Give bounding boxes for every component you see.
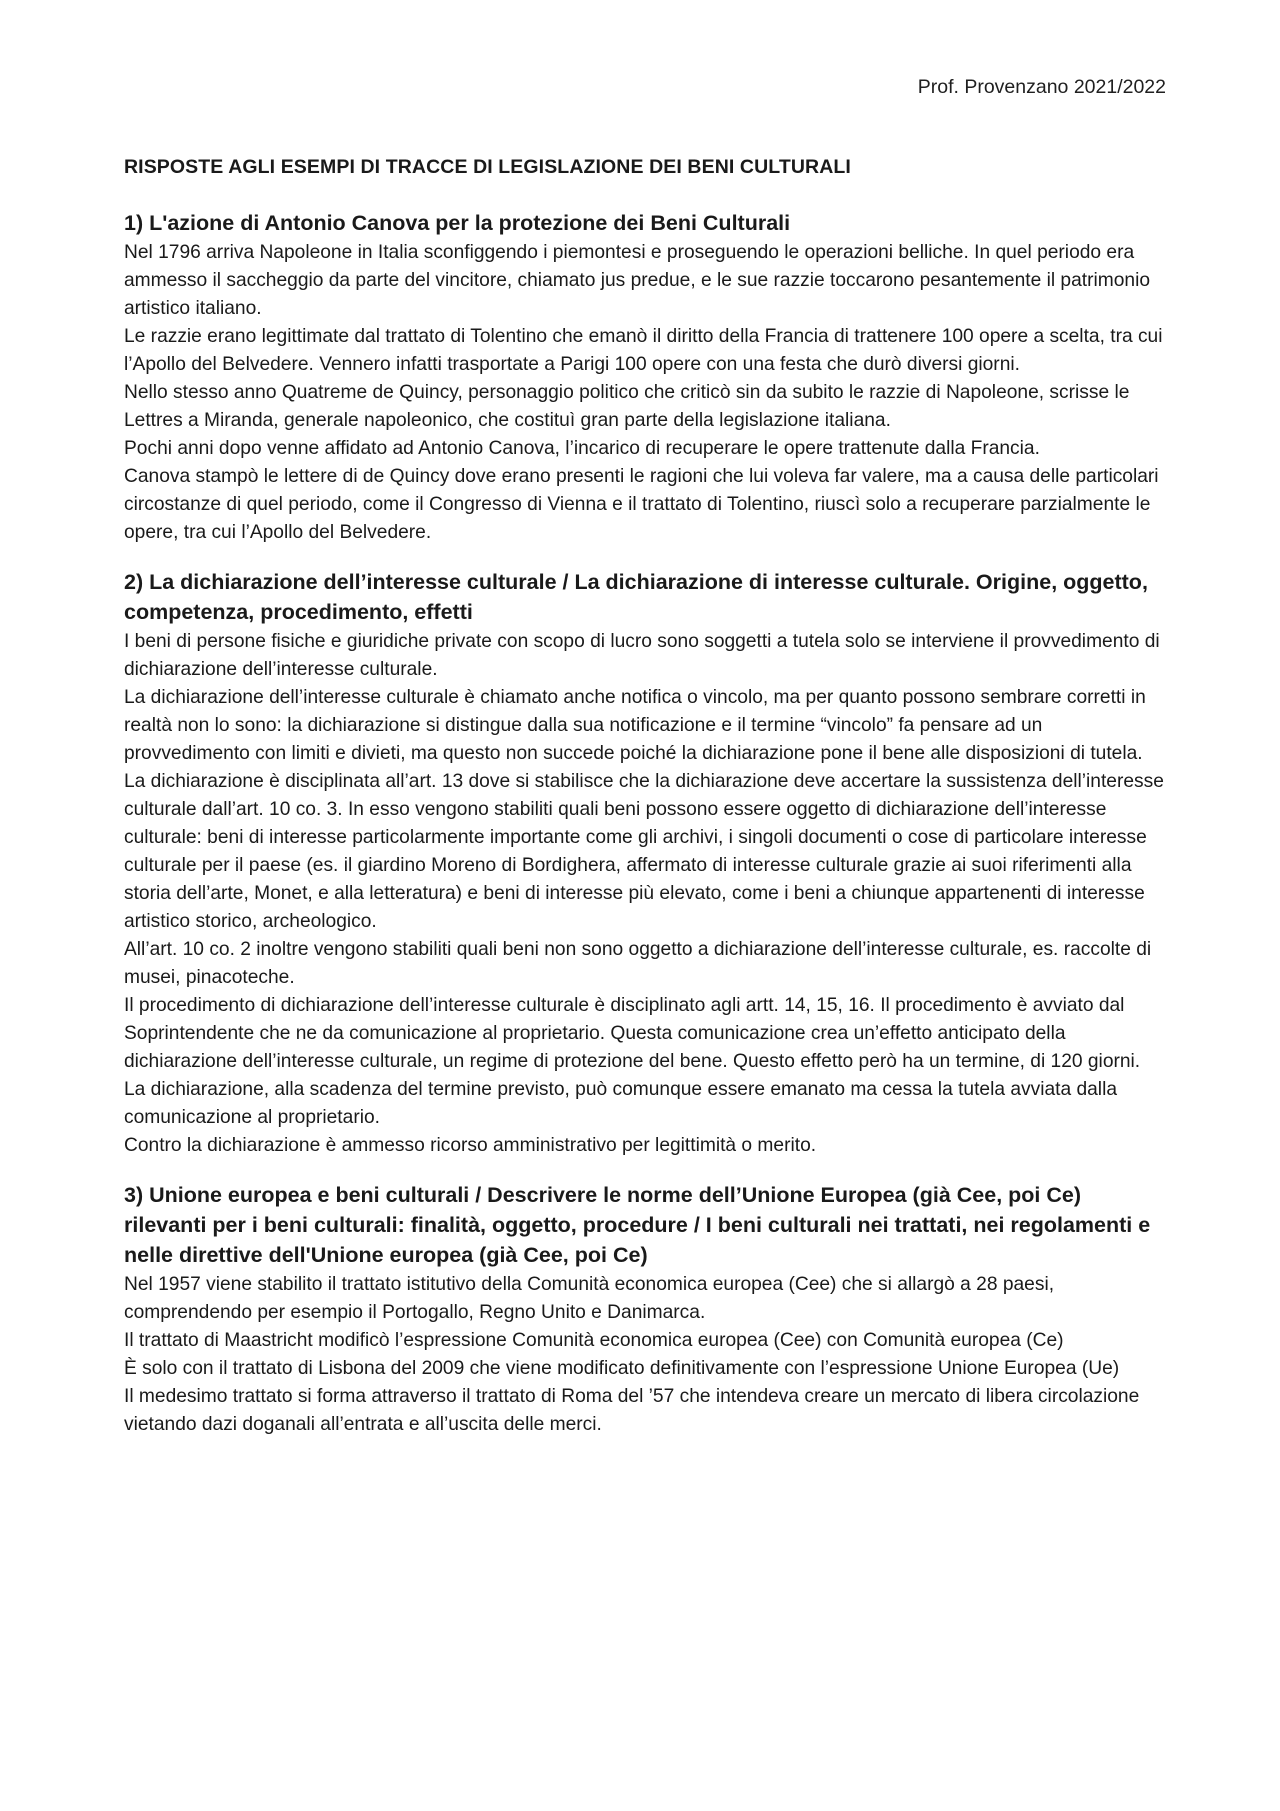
paragraph: Il medesimo trattato si forma attraverso il trattato di Roma del ’57 che intendeva creare un mercato di libera circolazione vietando dazi doganali all’entrata e all’uscita delle merci. <box>124 1386 1140 1435</box>
paragraph: Nel 1957 viene stabilito il trattato istitutivo della Comunità economica europea (Cee) che si allargò a 28 paesi, comprendendo per esempio il Portogallo, Regno Unito e Danimarca. <box>124 1274 1055 1323</box>
paragraph: Canova stampò le lettere di de Quincy dove erano presenti le ragioni che lui voleva far valere, ma a causa delle particolari circostanze di quel periodo, come il Congresso di Vienna e il trattato di Tolentino, riuscì solo a recuperare parzialmente le opere, tra cui l’Apollo del Belvedere. <box>124 466 1159 543</box>
section-heading: 1) L'azione di Antonio Canova per la protezione dei Beni Culturali <box>124 211 791 235</box>
paragraph: I beni di persone fisiche e giuridiche private con scopo di lucro sono soggetti a tutela solo se interviene il provvedimento di dichiarazione dell’interesse culturale. <box>124 631 1160 680</box>
section-heading: 3) Unione europea e beni culturali / Descrivere le norme dell’Unione Europea (già Cee, poi Ce) rilevanti per i beni culturali: finalità, oggetto, procedure / I beni culturali nei trattati, nei regolamenti e nelle direttive dell'Unione europea (già Cee, poi Ce) <box>124 1183 1151 1267</box>
section-heading: 2) La dichiarazione dell’interesse culturale / La dichiarazione di interesse culturale. Origine, oggetto, competenza, procedimento, effetti <box>124 570 1148 624</box>
paragraph: È solo con il trattato di Lisbona del 2009 che viene modificato definitivamente con l’espressione Unione Europea (Ue) <box>124 1358 1120 1379</box>
document-title: RISPOSTE AGLI ESEMPI DI TRACCE DI LEGISLAZIONE DEI BENI CULTURALI <box>124 156 851 178</box>
paragraph: La dichiarazione, alla scadenza del termine previsto, può comunque essere emanato ma cessa la tutela avviata dalla comunicazione al proprietario. <box>124 1079 1117 1128</box>
page-header: Prof. Provenzano 2021/2022 <box>917 76 1166 98</box>
section-dichiarazione <box>124 567 1169 1160</box>
section-unione-europea <box>124 1180 1169 1439</box>
paragraph: All’art. 10 co. 2 inoltre vengono stabiliti quali beni non sono oggetto a dichiarazione dell’interesse culturale, es. raccolte di musei, pinacoteche. <box>124 939 1152 988</box>
paragraph: Pochi anni dopo venne affidato ad Antonio Canova, l’incarico di recuperare le opere trattenute dalla Francia. <box>124 438 1040 459</box>
paragraph: Nel 1796 arriva Napoleone in Italia sconfiggendo i piemontesi e proseguendo le operazioni belliche. In quel periodo era ammesso il saccheggio da parte del vincitore, chiamato jus predue, e le sue razzie toccarono pesantemente il patrimonio artistico italiano. <box>124 242 1151 319</box>
paragraph: La dichiarazione è disciplinata all’art. 13 dove si stabilisce che la dichiarazione deve accertare la sussistenza dell’interesse culturale dall’art. 10 co. 3. In esso vengono stabiliti quali beni possono essere oggetto di dichiarazione dell’interesse culturale: beni di interesse particolarmente importante come gli archivi, i singoli documenti o cose di particolare interesse culturale per il paese (es. il giardino Moreno di Bordighera, affermato di interesse culturale grazie ai suoi riferimenti alla storia dell’arte, Monet, e alla letteratura) e beni di interesse più elevato, come i beni a chiunque appartenenti di interesse artistico storico, archeologico. <box>124 771 1164 932</box>
paragraph: Le razzie erano legittimate dal trattato di Tolentino che emanò il diritto della Francia di trattenere 100 opere a scelta, tra cui l’Apollo del Belvedere. Vennero infatti trasportate a Parigi 100 opere con una festa che durò diversi giorni. <box>124 326 1163 375</box>
document-body <box>124 208 1169 1459</box>
paragraph: Il procedimento di dichiarazione dell’interesse culturale è disciplinato agli artt. 14, 15, 16. Il procedimento è avviato dal Soprintendente che ne da comunicazione al proprietario. Questa comunicazione crea un’effetto anticipato della dichiarazione dell’interesse culturale, un regime di protezione del bene. Questo effetto però ha un termine, di 120 giorni. <box>124 995 1141 1072</box>
paragraph: Nello stesso anno Quatreme de Quincy, personaggio politico che criticò sin da subito le razzie di Napoleone, scrisse le Lettres a Miranda, generale napoleonico, che costituì gran parte della legislazione italiana. <box>124 382 1130 431</box>
paragraph: Il trattato di Maastricht modificò l’espressione Comunità economica europea (Cee) con Comunità europea (Ce) <box>124 1330 1064 1351</box>
paragraph: Contro la dichiarazione è ammesso ricorso amministrativo per legittimità o merito. <box>124 1135 817 1156</box>
section-canova <box>124 208 1169 547</box>
paragraph: La dichiarazione dell’interesse culturale è chiamato anche notifica o vincolo, ma per quanto possono sembrare corretti in realtà non lo sono: la dichiarazione si distingue dalla sua notificazione e il termine “vincolo” fa pensare ad un provvedimento con limiti e divieti, ma questo non succede poiché la dichiarazione pone il bene alle disposizioni di tutela. <box>124 687 1146 764</box>
